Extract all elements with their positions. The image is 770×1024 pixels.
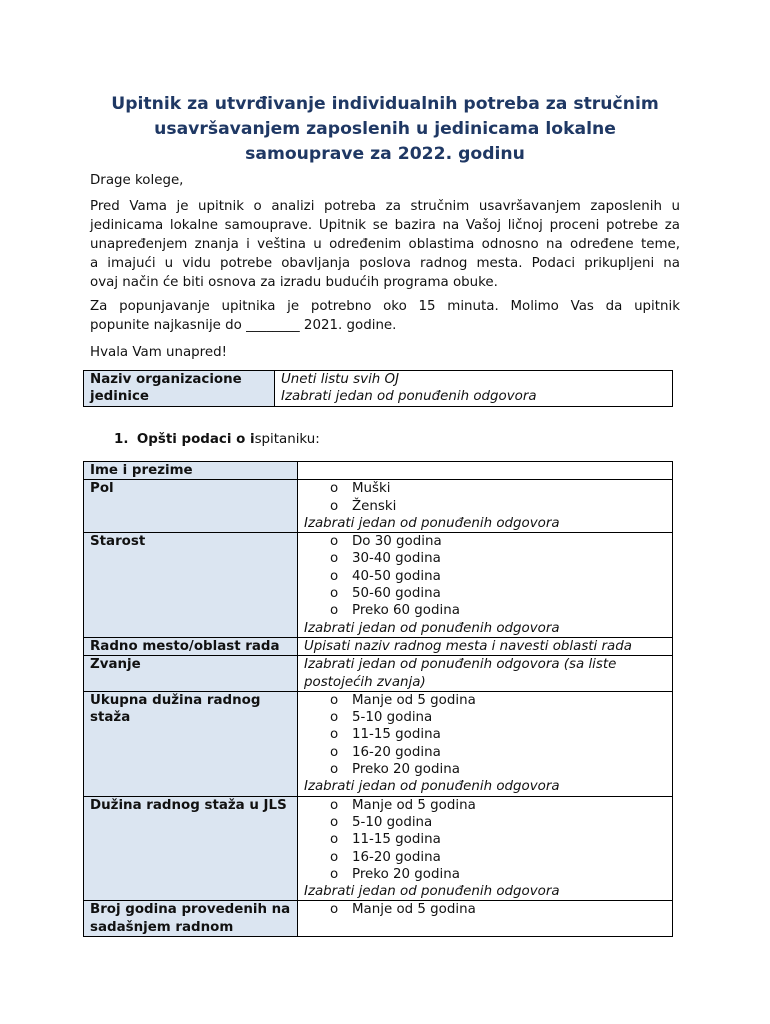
option-label: 40-50 godina xyxy=(352,568,441,584)
option-item[interactable] xyxy=(304,849,672,866)
option-item[interactable] xyxy=(304,744,672,761)
table-row xyxy=(84,901,673,937)
table-row xyxy=(84,462,673,480)
bullet-icon: o xyxy=(330,727,339,743)
option-label: Do 30 godina xyxy=(352,534,442,550)
option-label: Preko 60 godina xyxy=(352,603,460,619)
bullet-icon: o xyxy=(330,744,339,760)
option-item[interactable] xyxy=(304,814,672,831)
title-line: Upitnik za utvrđivanje individualnih potreba za stručnim xyxy=(111,94,659,114)
bullet-icon: o xyxy=(330,498,339,514)
bullet-icon: o xyxy=(330,568,339,584)
current-years-label: Broj godina provedenih na sadašnjem radnom xyxy=(84,901,298,937)
section-heading xyxy=(114,432,320,447)
option-label: Manje od 5 godina xyxy=(352,902,476,918)
time-line: popunite najkasnije do ________ 2021. godine. xyxy=(90,318,397,333)
option-item[interactable] xyxy=(304,533,672,550)
total-experience-label: Ukupna dužina radnog staža xyxy=(84,691,298,796)
intro-line: a imajući u vidu potrebe obavljanja poslova radnog mesta. Podaci prikupljeni na xyxy=(90,256,680,271)
option-label: 50-60 godina xyxy=(352,586,441,602)
bullet-icon: o xyxy=(330,481,339,497)
position-label: Radno mesto/oblast rada xyxy=(84,637,298,655)
field-hint: Izabrati jedan od ponuđenih odgovora xyxy=(304,620,560,636)
document-title xyxy=(90,92,680,167)
bullet-icon: o xyxy=(330,797,339,813)
option-item[interactable] xyxy=(304,831,672,848)
name-label: Ime i prezime xyxy=(84,462,298,480)
respondent-table xyxy=(83,461,673,937)
option-label: 16-20 godina xyxy=(352,744,441,760)
option-label: 5-10 godina xyxy=(352,710,433,726)
jls-experience-field xyxy=(298,796,673,901)
table-row xyxy=(84,656,673,692)
section-number: 1. xyxy=(114,432,129,447)
org-unit-hint: Uneti listu svih OJ xyxy=(281,372,400,387)
org-unit-hint: Izabrati jedan od ponuđenih odgovora xyxy=(281,389,537,405)
option-label: Manje od 5 godina xyxy=(352,797,476,813)
bullet-icon: o xyxy=(330,866,339,882)
intro-line: unapređenjem znanja i veština u određenim oblastima odnosno na određene teme, xyxy=(90,237,680,252)
age-label: Starost xyxy=(84,533,298,638)
table-row xyxy=(84,637,673,655)
title-line: samouprave za 2022. godinu xyxy=(245,144,525,164)
option-item[interactable] xyxy=(304,568,672,585)
org-unit-label: Naziv organizacione jedinice xyxy=(84,371,275,407)
position-field[interactable]: Upisati naziv radnog mesta i navesti oblasti rada xyxy=(298,637,673,655)
bullet-icon: o xyxy=(330,586,339,602)
intro-line: ovaj način će biti osnova za izradu budućih programa obuke. xyxy=(90,275,498,290)
option-item[interactable] xyxy=(304,709,672,726)
total-experience-field xyxy=(298,691,673,796)
option-item[interactable] xyxy=(304,602,672,619)
bullet-icon: o xyxy=(330,902,339,918)
table-row xyxy=(84,796,673,901)
option-item[interactable] xyxy=(304,901,672,918)
org-unit-field[interactable] xyxy=(275,371,673,407)
gender-field xyxy=(298,480,673,533)
field-hint: Izabrati jedan od ponuđenih odgovora xyxy=(304,884,560,900)
table-row xyxy=(84,480,673,533)
table-row xyxy=(84,371,673,407)
bullet-icon: o xyxy=(330,832,339,848)
table-row xyxy=(84,691,673,796)
option-label: Manje od 5 godina xyxy=(352,692,476,708)
intro-line: Pred Vama je upitnik o analizi potreba za stručnim usavršavanjem zaposlenih u xyxy=(90,199,680,214)
gender-label: Pol xyxy=(84,480,298,533)
bullet-icon: o xyxy=(330,551,339,567)
intro-line: jedinicama lokalne samouprave. Upitnik se bazira na Vašoj ličnoj proceni potrebe za xyxy=(90,218,680,233)
option-label: 30-40 godina xyxy=(352,551,441,567)
option-label: 5-10 godina xyxy=(352,814,433,830)
bullet-icon: o xyxy=(330,692,339,708)
option-label: Muški xyxy=(352,481,391,497)
option-label: Preko 20 godina xyxy=(352,762,460,778)
option-item[interactable] xyxy=(304,498,672,515)
option-item[interactable] xyxy=(304,761,672,778)
bullet-icon: o xyxy=(330,849,339,865)
title-field[interactable]: Izabrati jedan od ponuđenih odgovora (sa liste postojećih zvanja) xyxy=(298,656,673,692)
option-item[interactable] xyxy=(304,726,672,743)
name-field[interactable] xyxy=(298,462,673,480)
option-item[interactable] xyxy=(304,866,672,883)
bullet-icon: o xyxy=(330,814,339,830)
jls-experience-label: Dužina radnog staža u JLS xyxy=(84,796,298,901)
section-title-rest: spitaniku: xyxy=(254,432,320,447)
section-title-bold: Opšti podaci o i xyxy=(136,432,255,447)
field-hint: Izabrati jedan od ponuđenih odgovora xyxy=(304,779,560,795)
option-item[interactable] xyxy=(304,585,672,602)
age-field xyxy=(298,533,673,638)
field-hint: Izabrati jedan od ponuđenih odgovora xyxy=(304,515,560,531)
intro-paragraph xyxy=(90,197,680,292)
bullet-icon: o xyxy=(330,603,339,619)
table-row xyxy=(84,533,673,638)
option-item[interactable] xyxy=(304,550,672,567)
option-item[interactable] xyxy=(304,480,672,497)
title-line: usavršavanjem zaposlenih u jedinicama lokalne xyxy=(154,119,616,139)
bullet-icon: o xyxy=(330,762,339,778)
option-label: 11-15 godina xyxy=(352,727,441,743)
option-item[interactable] xyxy=(304,797,672,814)
option-label: 11-15 godina xyxy=(352,832,441,848)
option-item[interactable] xyxy=(304,692,672,709)
org-unit-table xyxy=(83,370,673,407)
thanks-text: Hvala Vam unapred! xyxy=(90,345,228,360)
current-years-field xyxy=(298,901,673,937)
title-label: Zvanje xyxy=(84,656,298,692)
time-paragraph xyxy=(90,297,680,335)
bullet-icon: o xyxy=(330,534,339,550)
option-label: Ženski xyxy=(352,498,397,514)
option-label: 16-20 godina xyxy=(352,849,441,865)
greeting: Drage kolege, xyxy=(90,173,184,188)
time-line: Za popunjavanje upitnika je potrebno oko 15 minuta. Molimo Vas da upitnik xyxy=(90,299,680,314)
bullet-icon: o xyxy=(330,710,339,726)
option-label: Preko 20 godina xyxy=(352,866,460,882)
